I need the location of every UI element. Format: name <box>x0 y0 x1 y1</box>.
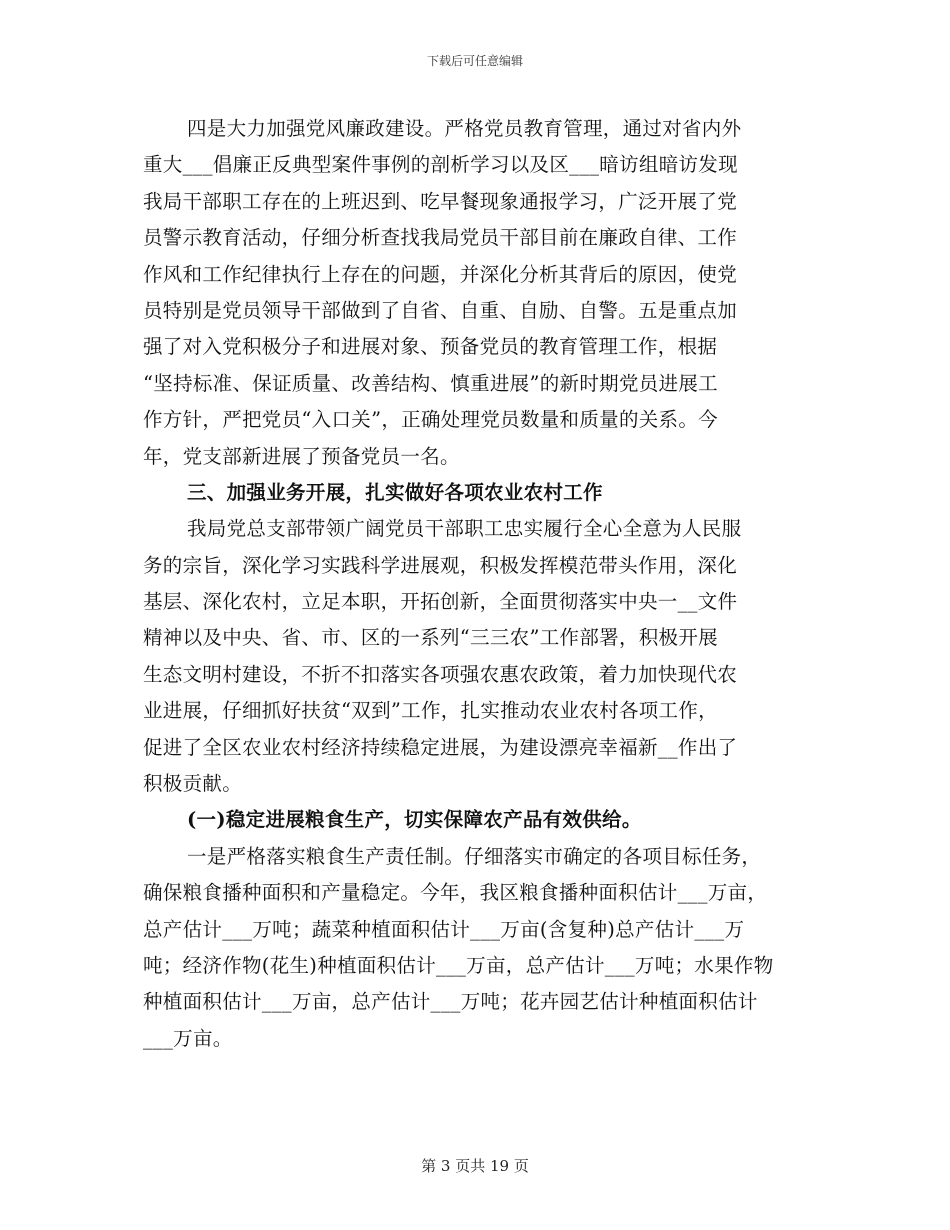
text-line: 作风和工作纪律执行上存在的问题，并深化分析其背后的原因，使党 <box>143 262 738 286</box>
text-line: 积极贡献。 <box>143 772 243 796</box>
text-line: 重大___倡廉正反典型案件事例的剖析学习以及区___暗访组暗访发现 <box>143 153 738 177</box>
section-heading-line: (一)稳定进展粮食生产，切实保障农产品有效供给。 <box>187 808 642 832</box>
text-line: 生态文明村建设，不折不扣落实各项强农惠农政策，着力加快现代农 <box>143 662 738 686</box>
text-line: 年，党支部新进展了预备党员一名。 <box>143 444 460 468</box>
document-body <box>143 111 808 1057</box>
text-line: 基层、深化农村，立足本职，开拓创新，全面贯彻落实中央一__文件 <box>143 590 738 614</box>
text-line: 员特别是党员领导干部做到了自省、自重、自励、自警。五是重点加 <box>143 298 738 322</box>
text-line: 吨；经济作物(花生)种植面积估计___万亩，总产估计___万吨；水果作物 <box>143 953 774 977</box>
text-line: 确保粮食播种面积和产量稳定。今年，我区粮食播种面积估计___万亩， <box>143 881 768 905</box>
text-line: 精神以及中央、省、市、区的一系列“三三农”工作部署，积极开展 <box>143 626 718 650</box>
section-heading-line: 三、加强业务开展，扎实做好各项农业农村工作 <box>187 480 603 504</box>
text-line: 员警示教育活动，仔细分析查找我局党员干部目前在廉政自律、工作 <box>143 226 738 250</box>
text-line: “坚持标准、保证质量、改善结构、慎重进展”的新时期党员进展工 <box>143 371 718 395</box>
text-line: 种植面积估计___万亩，总产估计___万吨；花卉园艺估计种植面积估计 <box>143 990 758 1014</box>
text-line: 务的宗旨，深化学习实践科学进展观，积极发挥模范带头作用，深化 <box>143 553 738 577</box>
text-line: 我局党总支部带领广阔党员干部职工忠实履行全心全意为人民服 <box>187 517 742 541</box>
text-line: 我局干部职工存在的上班迟到、吃早餐现象通报学习，广泛开展了党 <box>143 189 738 213</box>
text-line: 作方针，严把党员“入口关”，正确处理党员数量和质量的关系。今 <box>143 408 718 432</box>
text-line: ___万亩。 <box>143 1026 233 1050</box>
text-line: 促进了全区农业农村经济持续稳定进展，为建设漂亮幸福新__作出了 <box>143 735 738 759</box>
text-line: 总产估计___万吨；蔬菜种植面积估计___万亩(含复种)总产估计___万 <box>143 917 745 941</box>
text-line: 业进展，仔细抓好扶贫“双到”工作，扎实推动农业农村各项工作， <box>143 699 718 723</box>
text-line: 四是大力加强党风廉政建设。严格党员教育管理，通过对省内外 <box>187 117 742 140</box>
text-line: 一是严格落实粮食生产责任制。仔细落实市确定的各项目标任务， <box>187 844 762 868</box>
page-footer: 第 3 页共 19 页 <box>421 1157 529 1175</box>
page-header: 下载后可任意编辑 <box>426 54 523 68</box>
text-line: 强了对入党积极分子和进展对象、预备党员的教育管理工作，根据 <box>143 335 718 359</box>
